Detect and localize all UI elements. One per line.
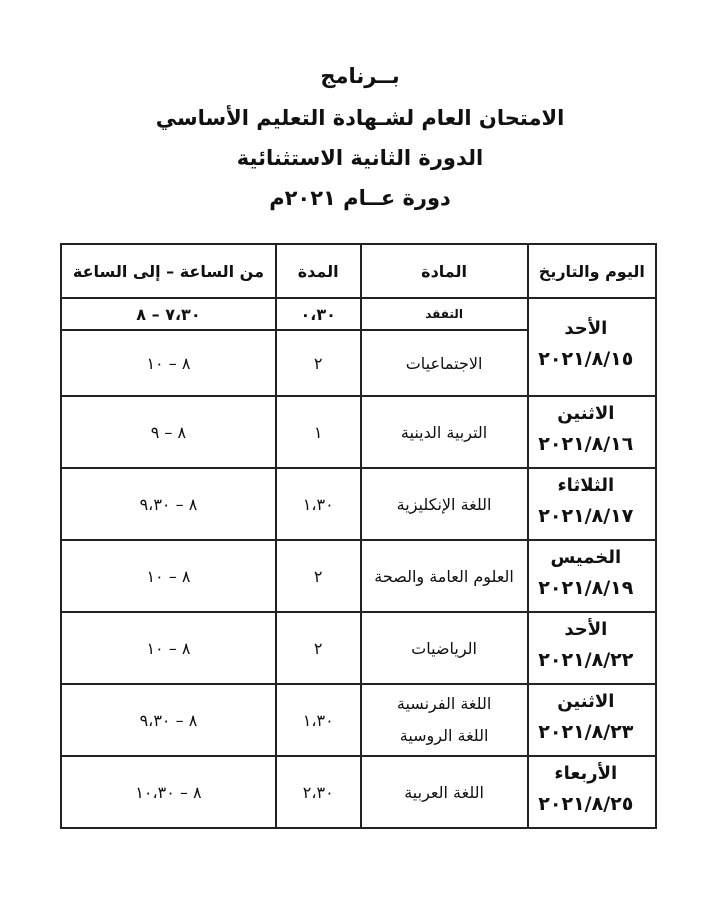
exam-title: الامتحان العام لشـهادة التعليم الأساسي: [155, 106, 565, 130]
subject-cell: العلوم العامة والصحة: [361, 540, 528, 612]
day-cell: [528, 396, 656, 468]
table-row: [61, 756, 656, 828]
subject-cell: [361, 684, 528, 756]
day-name: الأحد: [564, 619, 608, 640]
time-cell: ٨ – ١٠: [61, 330, 276, 396]
table-row: [61, 468, 656, 540]
day-name: الخميس: [550, 547, 622, 568]
day-name: الاثنين: [557, 691, 615, 712]
time-cell: ٨ – ٩: [61, 396, 276, 468]
checkin-duration: ٠،٣٠: [276, 298, 361, 330]
header-duration: المدة: [276, 244, 361, 298]
time-cell: ٨ – ١٠: [61, 612, 276, 684]
day-name: الأحد: [564, 318, 608, 339]
day-name: الأربعاء: [554, 763, 618, 784]
checkin-time: ٧،٣٠ – ٨: [61, 298, 276, 330]
time-cell: ٨ – ٩،٣٠: [61, 468, 276, 540]
year-title: دورة عــام ٢٠٢١م: [269, 186, 451, 210]
exam-schedule-table: [60, 243, 657, 829]
subject-cell: الاجتماعيات: [361, 330, 528, 396]
header-time: من الساعة – إلى الساعة: [61, 244, 276, 298]
exam-date: ٢٠٢١/٨/٢٥: [538, 793, 634, 815]
exam-date: ٢٠٢١/٨/٢٢: [538, 649, 634, 671]
exam-date: ٢٠٢١/٨/١٦: [538, 433, 634, 455]
exam-date: ٢٠٢١/٨/١٩: [538, 577, 634, 599]
duration-cell: ٢،٣٠: [276, 756, 361, 828]
header-subject: المادة: [361, 244, 528, 298]
day-name: الثلاثاء: [557, 475, 615, 496]
time-cell: ٨ – ١٠: [61, 540, 276, 612]
subject-cell: اللغة العربية: [361, 756, 528, 828]
subject-cell: اللغة الإنكليزية: [361, 468, 528, 540]
day-name: الاثنين: [557, 403, 615, 424]
table-header-row: [61, 244, 656, 298]
table-row: [61, 684, 656, 756]
day-cell: [528, 684, 656, 756]
session-title: الدورة الثانية الاستثنائية: [236, 146, 484, 170]
day-cell: [528, 468, 656, 540]
day-cell: [528, 540, 656, 612]
table-row: [61, 396, 656, 468]
subject-french: اللغة الفرنسية: [396, 694, 492, 713]
duration-cell: ٢: [276, 540, 361, 612]
program-title: بــرنامج: [320, 64, 400, 88]
time-cell: ٨ – ٩،٣٠: [61, 684, 276, 756]
table-row: [61, 612, 656, 684]
header-day-date: اليوم والتاريخ: [528, 244, 656, 298]
duration-cell: ١: [276, 396, 361, 468]
subject-cell: الرياضيات: [361, 612, 528, 684]
subject-cell: التربية الدينية: [361, 396, 528, 468]
duration-cell: ١،٣٠: [276, 468, 361, 540]
day-cell: [528, 756, 656, 828]
duration-cell: ٢: [276, 612, 361, 684]
table-row: [61, 540, 656, 612]
exam-date: ٢٠٢١/٨/١٥: [538, 348, 634, 370]
subject-russian: اللغة الروسية: [399, 726, 489, 745]
day-cell: [528, 612, 656, 684]
duration-cell: ١،٣٠: [276, 684, 361, 756]
day-cell: [528, 298, 656, 396]
time-cell: ٨ – ١٠،٣٠: [61, 756, 276, 828]
exam-date: ٢٠٢١/٨/٢٣: [538, 721, 634, 743]
exam-date: ٢٠٢١/٨/١٧: [538, 505, 634, 527]
table-row: [61, 298, 656, 330]
checkin-subject: التفقد: [361, 298, 528, 330]
duration-cell: ٢: [276, 330, 361, 396]
